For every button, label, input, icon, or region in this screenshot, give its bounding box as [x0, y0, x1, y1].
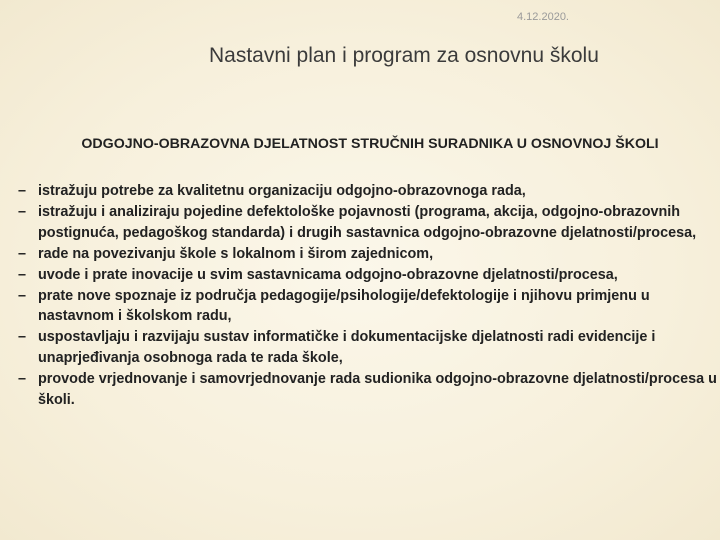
list-item-text: uspostavljaju i razvijaju sustav informatičke i dokumentacijske djelatnosti radi evidencije i unaprjeđivanja osobnoga rada te rada škole, — [38, 329, 656, 367]
list-item — [18, 286, 718, 328]
list-item — [18, 181, 718, 202]
list-item — [18, 244, 718, 265]
list-item-text: istražuju potrebe za kvalitetnu organizaciju odgojno-obrazovnoga rada, — [38, 183, 526, 199]
dash-marker: – — [18, 287, 27, 304]
list-item — [18, 369, 718, 411]
dash-marker: – — [18, 371, 27, 388]
list-item-text: istražuju i analiziraju pojedine defektološke pojavnosti (programa, akcija, odgojno-obrazovnih postignuća, pedagoškog standarda) i drugih sastavnica odgojno-obrazovne djelatnosti/procesa, — [38, 203, 697, 241]
activity-list — [18, 181, 718, 411]
dash-marker: – — [18, 266, 27, 283]
list-item-text: rade na povezivanju škole s lokalnom i širom zajednicom, — [38, 245, 434, 262]
list-item — [18, 202, 718, 244]
list-item — [18, 265, 718, 286]
dash-marker: – — [18, 245, 27, 262]
list-item-text: provode vrjednovanje i samovrjednovanje rada sudionika odgojno-obrazovne djelatnosti/procesa u školi. — [38, 371, 717, 409]
dash-marker: – — [18, 203, 27, 220]
list-item-text: uvode i prate inovacije u svim sastavnicama odgojno-obrazovne djelatnosti/procesa, — [38, 266, 618, 283]
dash-marker: – — [18, 183, 27, 199]
slide-title: Nastavni plan i program za osnovnu školu — [209, 44, 599, 67]
list-item — [18, 327, 718, 369]
list-item-text: prate nove spoznaje iz područja pedagogije/psihologije/defektologije i njihovu primjenu u nastavnom i školskom radu, — [38, 287, 650, 325]
slide-date: 4.12.2020. — [517, 11, 569, 23]
dash-marker: – — [18, 329, 27, 346]
slide-subtitle: ODGOJNO-OBRAZOVNA DJELATNOST STRUČNIH SURADNIKA U OSNOVNOJ ŠKOLI — [81, 136, 659, 152]
